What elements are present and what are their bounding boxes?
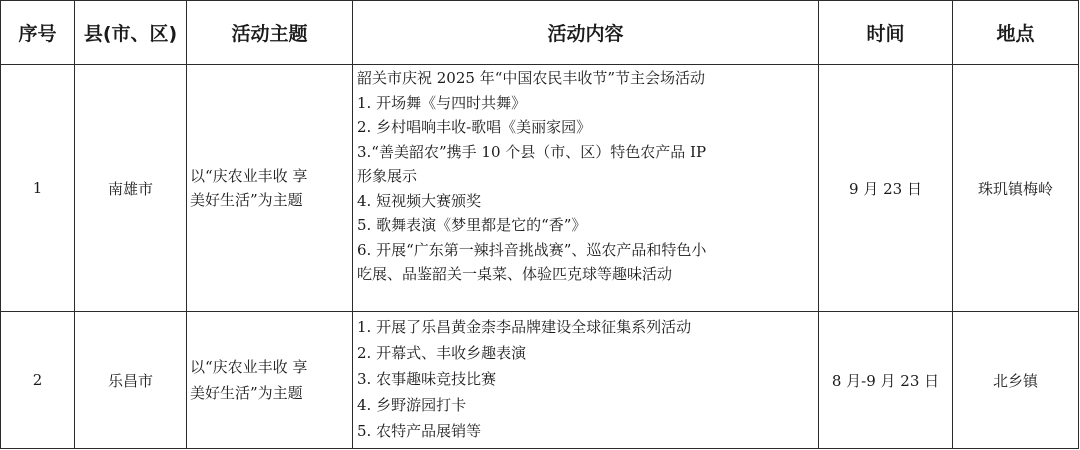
cell-county: 乐昌市	[75, 312, 187, 449]
content-line: 形象展示	[357, 167, 418, 185]
content-line: 6. 开展“广东第一辣抖音挑战赛”、巡农产品和特色小	[357, 240, 707, 259]
cell-theme	[187, 65, 353, 312]
content-line: 4. 短视频大赛颁奖	[357, 191, 482, 210]
table-row	[1, 65, 1079, 312]
table-row	[1, 312, 1079, 449]
cell-content	[353, 312, 819, 449]
content-line: 5. 歌舞表演《梦里都是它的“香”》	[357, 216, 587, 234]
content-line: 2. 乡村唱响丰收-歌唱《美丽家园》	[357, 118, 592, 136]
theme-line: 美好生活”为主题	[190, 384, 303, 402]
content-line: 1. 开展了乐昌黄金柰李品牌建设全球征集系列活动	[357, 318, 692, 336]
cell-time: 8 月-9 月 23 日	[819, 312, 953, 449]
cell-time: 9 月 23 日	[819, 65, 953, 312]
content-line: 吃展、品鉴韶关一桌菜、体验匹克球等趣味活动	[357, 265, 673, 283]
cell-content	[353, 65, 819, 312]
content-line: 4. 乡野游园打卡	[357, 396, 467, 414]
header-place: 地点	[953, 1, 1079, 65]
cell-index: 2	[1, 312, 75, 449]
theme-line: 美好生活”为主题	[190, 191, 303, 209]
content-line: 5. 农特产品展销等	[357, 422, 482, 440]
header-county: 县(市、区)	[75, 1, 187, 65]
cell-place: 珠玑镇梅岭	[953, 65, 1079, 312]
cell-theme	[187, 312, 353, 449]
content-line: 3. 农事趣味竞技比赛	[357, 370, 497, 388]
header-content: 活动内容	[353, 1, 819, 65]
content-line: 3.“善美韶农”携手 10 个县（市、区）特色农产品 IP	[357, 142, 707, 161]
header-index: 序号	[1, 1, 75, 65]
theme-line: 以“庆农业丰收 享	[190, 358, 308, 376]
cell-county: 南雄市	[75, 65, 187, 312]
content-line: 韶关市庆祝 2025 年“中国农民丰收节”节主会场活动	[357, 69, 706, 87]
content-line: 2. 开幕式、丰收乡趣表演	[357, 344, 527, 362]
cell-index: 1	[1, 65, 75, 312]
header-time: 时间	[819, 1, 953, 65]
content-line: 1. 开场舞《与四时共舞》	[357, 93, 527, 112]
theme-line: 以“庆农业丰收 享	[190, 166, 308, 185]
cell-place: 北乡镇	[953, 312, 1079, 449]
table-header-row	[1, 1, 1079, 65]
header-theme: 活动主题	[187, 1, 353, 65]
